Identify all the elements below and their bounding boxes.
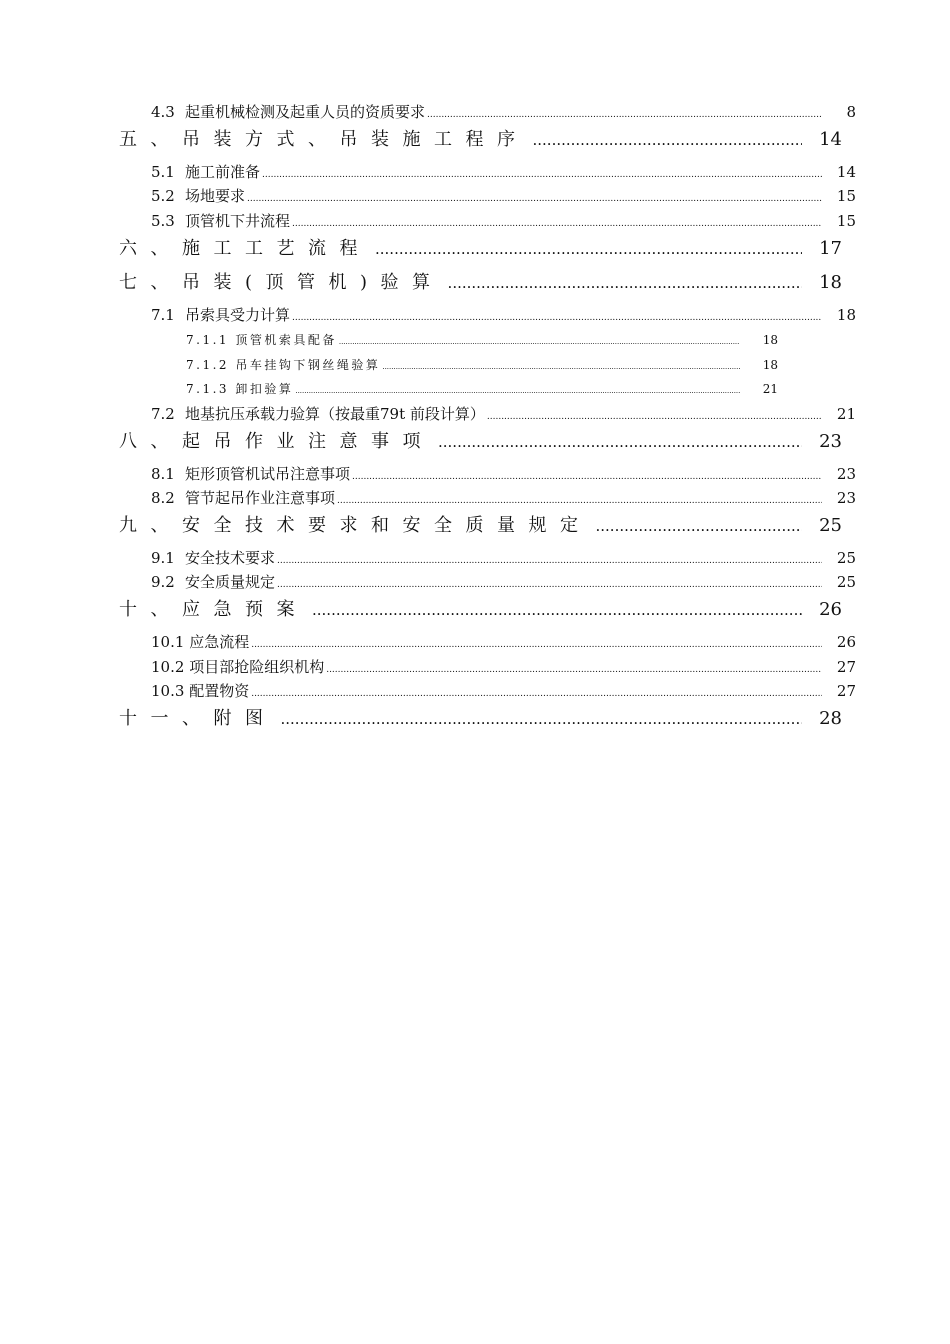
- toc-entry-label: 7.1 吊索具受力计算: [151, 306, 291, 324]
- toc-page-number: 21: [836, 405, 856, 423]
- toc-leader: [277, 556, 822, 566]
- toc-leader: [375, 240, 802, 258]
- toc-leader: [438, 433, 802, 451]
- toc-entry-label: 9.1 安全技术要求: [151, 549, 276, 567]
- toc-entry-label: 4.3 起重机械检测及起重人员的资质要求: [151, 103, 426, 121]
- toc-page-number: 23: [819, 431, 842, 452]
- toc-chapter-5[interactable]: [119, 125, 842, 153]
- toc-leader: [337, 496, 822, 506]
- toc-entry-10-1[interactable]: [151, 631, 856, 653]
- toc-page-number: 23: [836, 465, 856, 483]
- toc-page-number: 17: [819, 238, 842, 259]
- toc-leader: [533, 131, 803, 149]
- toc-leader: [596, 517, 803, 535]
- toc-page-number: 18: [762, 333, 778, 347]
- toc-page-number: 25: [836, 549, 856, 567]
- toc-leader: [339, 338, 740, 346]
- toc-entry-8-1[interactable]: [151, 463, 856, 485]
- toc-entry-label: 5.1 施工前准备: [151, 163, 261, 181]
- toc-page-number: 26: [836, 633, 856, 651]
- toc-leader: [247, 194, 822, 204]
- toc-chapter-title: 八、起吊作业注意事项: [119, 431, 434, 452]
- toc-page-number: 23: [836, 489, 856, 507]
- toc-entry-label: 10.3 配置物资: [151, 682, 250, 700]
- toc-page-number: 18: [762, 358, 778, 372]
- toc-leader: [487, 412, 822, 422]
- toc-page-number: 25: [836, 573, 856, 591]
- toc-entry-7-1-2[interactable]: [186, 356, 778, 374]
- toc-entry-5-3[interactable]: [151, 210, 856, 232]
- toc-page-number: 18: [836, 306, 856, 324]
- toc-chapter-title: 五、吊装方式、吊装施工程序: [119, 129, 529, 150]
- toc-page-number: 25: [819, 515, 842, 536]
- toc-entry-label: 7.1.2 吊车挂钩下钢丝绳验算: [186, 358, 381, 372]
- toc-leader: [262, 170, 822, 180]
- toc-chapter-title: 七、吊装(顶管机)验算: [119, 272, 444, 293]
- toc-chapter-title: 十、应急预案: [119, 599, 308, 620]
- toc-leader: [448, 274, 802, 292]
- toc-leader: [295, 387, 740, 395]
- toc-page-number: 27: [836, 682, 856, 700]
- toc-entry-10-3[interactable]: [151, 680, 856, 702]
- toc-leader: [292, 313, 822, 323]
- toc-entry-label: 10.2 项目部抢险组织机构: [151, 658, 325, 676]
- toc-leader: [251, 640, 822, 650]
- toc-entry-7-1[interactable]: [151, 304, 856, 326]
- toc-leader: [281, 710, 803, 728]
- toc-leader: [292, 219, 822, 229]
- toc-page-number: 14: [836, 163, 856, 181]
- toc-chapter-6[interactable]: [119, 234, 842, 262]
- toc-entry-5-2[interactable]: [151, 185, 856, 207]
- toc-leader: [326, 665, 822, 675]
- toc-entry-label: 8.2 管节起吊作业注意事项: [151, 489, 336, 507]
- toc-page-number: 15: [836, 212, 856, 230]
- toc-leader: [427, 110, 822, 120]
- toc-chapter-8[interactable]: [119, 427, 842, 455]
- toc-chapter-title: 九、安全技术要求和安全质量规定: [119, 515, 592, 536]
- toc-entry-7-1-3[interactable]: [186, 380, 778, 398]
- toc-page-number: 14: [819, 129, 842, 150]
- toc-leader: [382, 363, 740, 371]
- toc-entry-4-3[interactable]: [151, 101, 856, 123]
- toc-page-number: 15: [836, 187, 856, 205]
- toc-page-number: 21: [762, 382, 778, 396]
- toc-leader: [312, 601, 802, 619]
- toc-chapter-9[interactable]: [119, 511, 842, 539]
- toc-entry-label: 7.1.1 顶管机索具配备: [186, 333, 337, 347]
- toc-entry-10-2[interactable]: [151, 656, 856, 678]
- toc-page-number: 8: [846, 103, 856, 121]
- toc-entry-7-1-1[interactable]: [186, 331, 778, 349]
- toc-entry-5-1[interactable]: [151, 161, 856, 183]
- toc-leader: [277, 580, 822, 590]
- toc-entry-label: 8.1 矩形顶管机试吊注意事项: [151, 465, 351, 483]
- toc-page-number: 26: [819, 599, 842, 620]
- toc-leader: [352, 472, 822, 482]
- toc-entry-label: 7.2 地基抗压承载力验算（按最重79t 前段计算）: [151, 405, 485, 423]
- toc-chapter-11[interactable]: [119, 704, 842, 732]
- toc-entry-label: 9.2 安全质量规定: [151, 573, 276, 591]
- toc-entry-8-2[interactable]: [151, 487, 856, 509]
- toc-entry-label: 10.1 应急流程: [151, 633, 250, 651]
- toc-chapter-title: 六、施工工艺流程: [119, 238, 371, 259]
- toc-entry-label: 7.1.3 卸扣验算: [186, 382, 294, 396]
- toc-page-number: 28: [819, 708, 842, 729]
- toc-entry-9-1[interactable]: [151, 547, 856, 569]
- toc-chapter-title: 十一、附图: [119, 708, 277, 729]
- toc-entry-9-2[interactable]: [151, 571, 856, 593]
- toc-entry-7-2[interactable]: [151, 403, 856, 425]
- toc-chapter-7[interactable]: [119, 268, 842, 296]
- toc-page-number: 27: [836, 658, 856, 676]
- toc-entry-label: 5.2 场地要求: [151, 187, 246, 205]
- toc-page-number: 18: [819, 272, 842, 293]
- toc-entry-label: 5.3 顶管机下井流程: [151, 212, 291, 230]
- toc-chapter-10[interactable]: [119, 595, 842, 623]
- toc-leader: [251, 689, 822, 699]
